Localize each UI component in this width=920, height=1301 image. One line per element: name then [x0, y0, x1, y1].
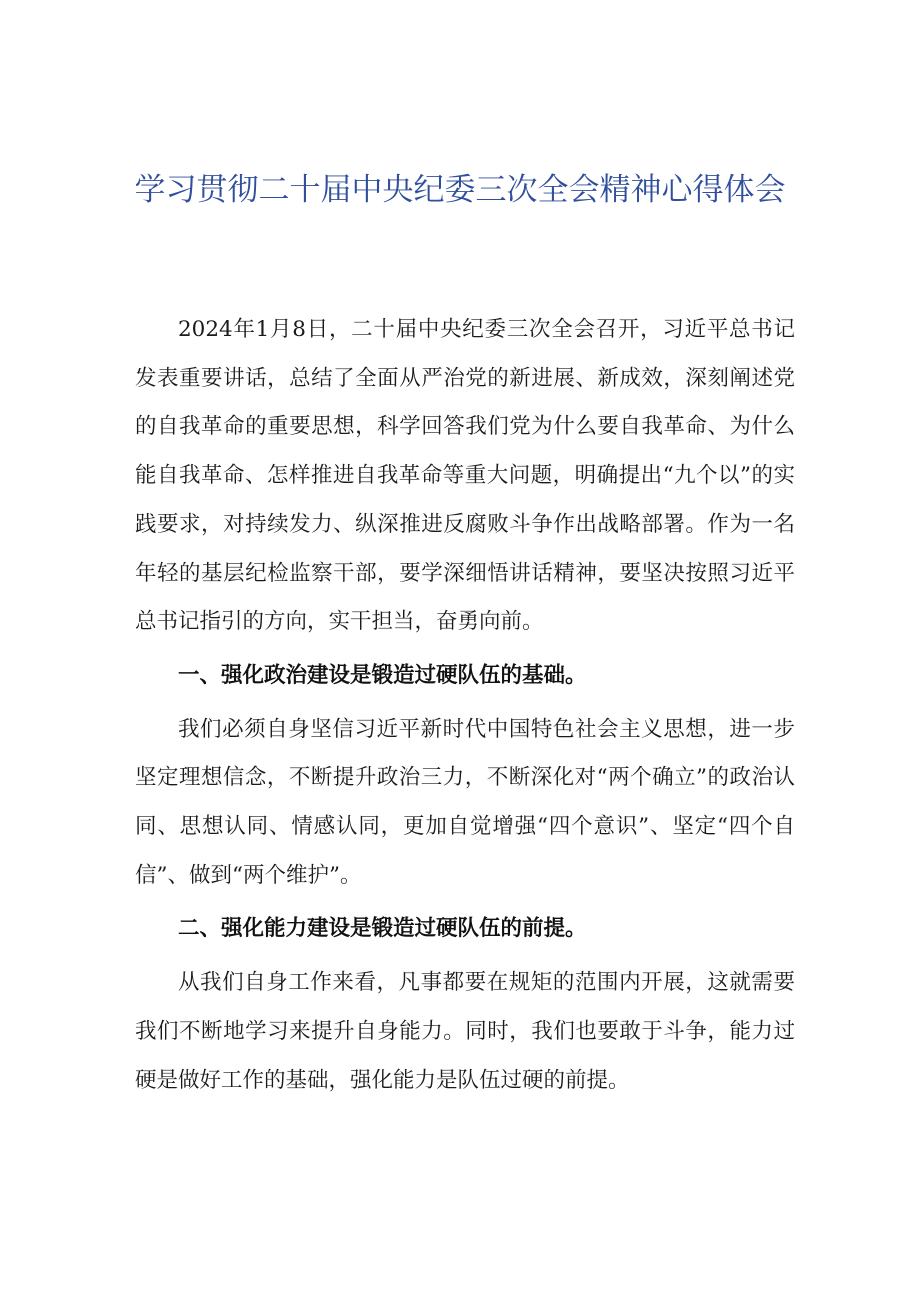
section-heading-1: 一、强化政治建设是锻造过硬队伍的基础。 [178, 662, 587, 688]
section-paragraph-2: 从我们自身工作来看，凡事都要在规矩的范围内开展，这就需要我们不断地学习来提升自身能力。同时，我们也要敢于斗争，能力过硬是做好工作的基础，强化能力是队伍过硬的前提。 [135, 970, 795, 1093]
section-paragraph-1: 我们必须自身坚信习近平新时代中国特色社会主义思想，进一步坚定理想信念，不断提升政治三力，不断深化对“两个确立”的政治认同、思想认同、情感认同，更加自觉增强“四个意识”、坚定“四个自信”、做到“两个维护”。 [135, 716, 795, 888]
document-title: 学习贯彻二十届中央纪委三次全会精神心得体会 [134, 172, 786, 208]
intro-paragraph: 2024年1月8日，二十届中央纪委三次全会召开，习近平总书记发表重要讲话，总结了全面从严治党的新进展、新成效，深刻阐述党的自我革命的重要思想，科学回答我们党为什么要自我革命、为什么能自我革命、怎样推进自我革命等重大问题，明确提出“九个以”的实践要求，对持续发力、纵深推进反腐败斗争作出战略部署。作为一名年轻的基层纪检监察干部，要学深细悟讲话精神，要坚决按照习近平总书记指引的方向，实干担当，奋勇向前。 [135, 317, 795, 635]
document-body [135, 306, 795, 1105]
section-heading-2: 二、强化能力建设是锻造过硬队伍的前提。 [178, 916, 587, 942]
